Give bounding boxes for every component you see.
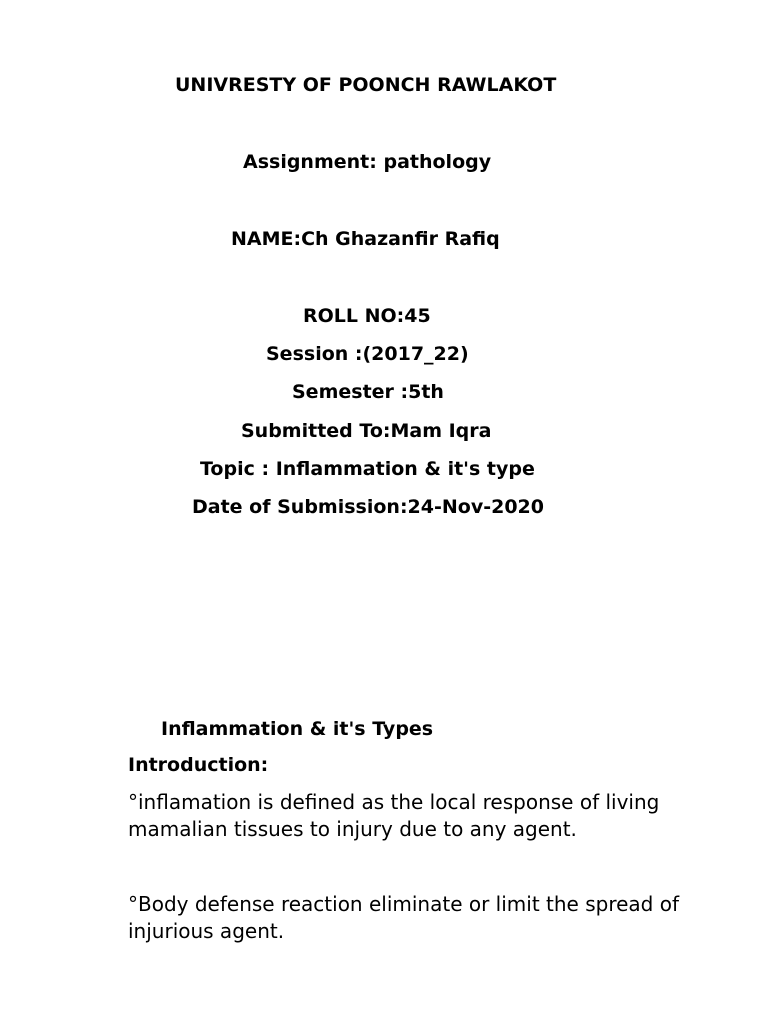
introduction-heading: Introduction: [128, 754, 269, 776]
topic-line: Topic : Inflammation & it's type [200, 458, 535, 480]
submitted-to-line: Submitted To:Mam Iqra [241, 420, 492, 442]
assignment-line: Assignment: pathology [243, 151, 492, 173]
submission-date-line: Date of Submission:24-Nov-2020 [192, 496, 544, 518]
session-line: Session :(2017_22) [266, 343, 469, 365]
roll-number: ROLL NO:45 [303, 305, 431, 327]
paragraph-defense: °Body defense reaction eliminate or limit the spread of injurious agent. [128, 892, 679, 943]
paragraph-definition: °inflamation is defined as the local response of living mamalian tissues to injury due to any agent. [128, 790, 660, 841]
section-heading: Inflammation & it's Types [161, 718, 434, 740]
university-title: UNIVRESTY OF POONCH RAWLAKOT [175, 74, 557, 96]
student-name: NAME:Ch Ghazanfir Rafiq [231, 228, 500, 250]
semester-line: Semester :5th [292, 381, 444, 403]
